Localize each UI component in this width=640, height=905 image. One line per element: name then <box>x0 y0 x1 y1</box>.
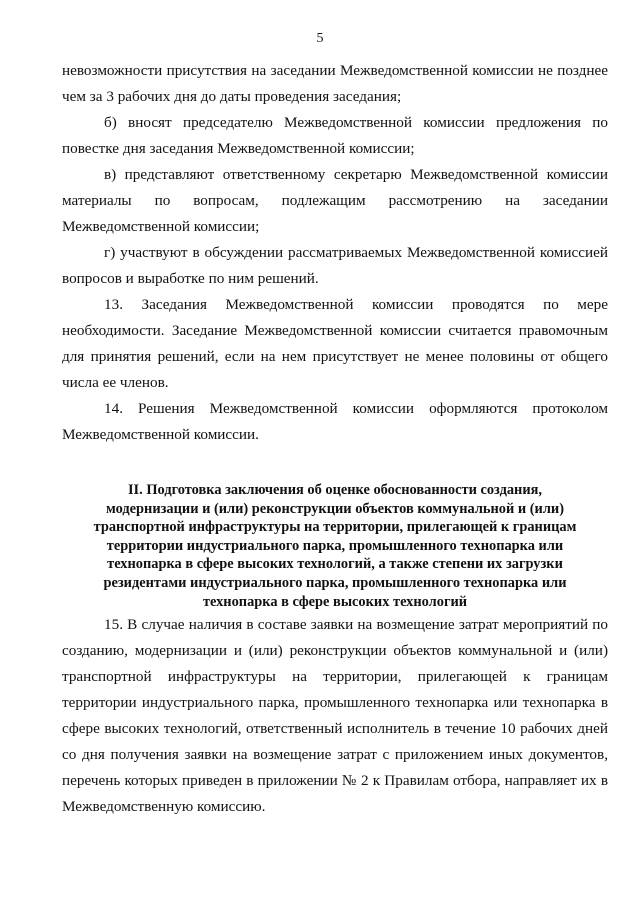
paragraph-v: в) представляют ответственному секретарю Межведомственной комиссии материалы по вопросам, подлежащим рассмотрению на заседании Межведомственной комиссии; <box>62 166 608 235</box>
heading-line: II. Подготовка заключения об оценке обоснованности создания, <box>127 482 543 498</box>
paragraph-14: 14. Решения Межведомственной комиссии оформляются протоколом Межведомственной комиссии. <box>62 400 608 443</box>
heading-line: территории индустриального парка, промышленного технопарка или <box>106 537 564 554</box>
paragraph-continuation: невозможности присутствия на заседании Межведомственной комиссии не позднее чем за 3 рабочих дня до даты проведения заседания; <box>62 62 608 105</box>
heading-line: модернизации и (или) реконструкции объектов коммунальной и (или) <box>105 500 565 517</box>
body-text-bottom <box>62 612 608 820</box>
heading-line: технопарка в сфере высоких технологий <box>202 593 468 610</box>
body-text-top <box>62 58 608 448</box>
paragraph-15: 15. В случае наличия в составе заявки на возмещение затрат мероприятий по созданию, модернизации и (или) реконструкции объектов коммунальной и (или) транспортной инфраструктуры на территории, прилегающей к границам территории индустриального парка, промышленного технопарка или технопарка в сфере высоких технологий, ответственный исполнитель в течение 10 рабочих дней со дня получения заявки на возмещение затрат с приложением иных документов, перечень которых приведен в приложении № 2 к Правилам отбора, направляет их в Межведомственную комиссию. <box>62 616 608 815</box>
heading-line: резидентами индустриального парка, промышленного технопарка или <box>103 574 567 591</box>
paragraph-g: г) участвуют в обсуждении рассматриваемых Межведомственной комиссией вопросов и выработке по ним решений. <box>62 244 608 287</box>
section-heading <box>62 481 608 611</box>
paragraph-b: б) вносят председателю Межведомственной комиссии предложения по повестке дня заседания Межведомственной комиссии; <box>62 114 608 157</box>
heading-line: транспортной инфраструктуры на территории, прилегающей к границам <box>93 519 577 536</box>
paragraph-13: 13. Заседания Межведомственной комиссии проводятся по мере необходимости. Заседание Межведомственной комиссии считается правомочным для принятия решений, если на нем присутствует не менее половины от общего числа ее членов. <box>62 296 608 391</box>
page-number: 5 <box>316 31 324 46</box>
heading-line: технопарка в сфере высоких технологий, а также степени их загрузки <box>107 556 563 573</box>
